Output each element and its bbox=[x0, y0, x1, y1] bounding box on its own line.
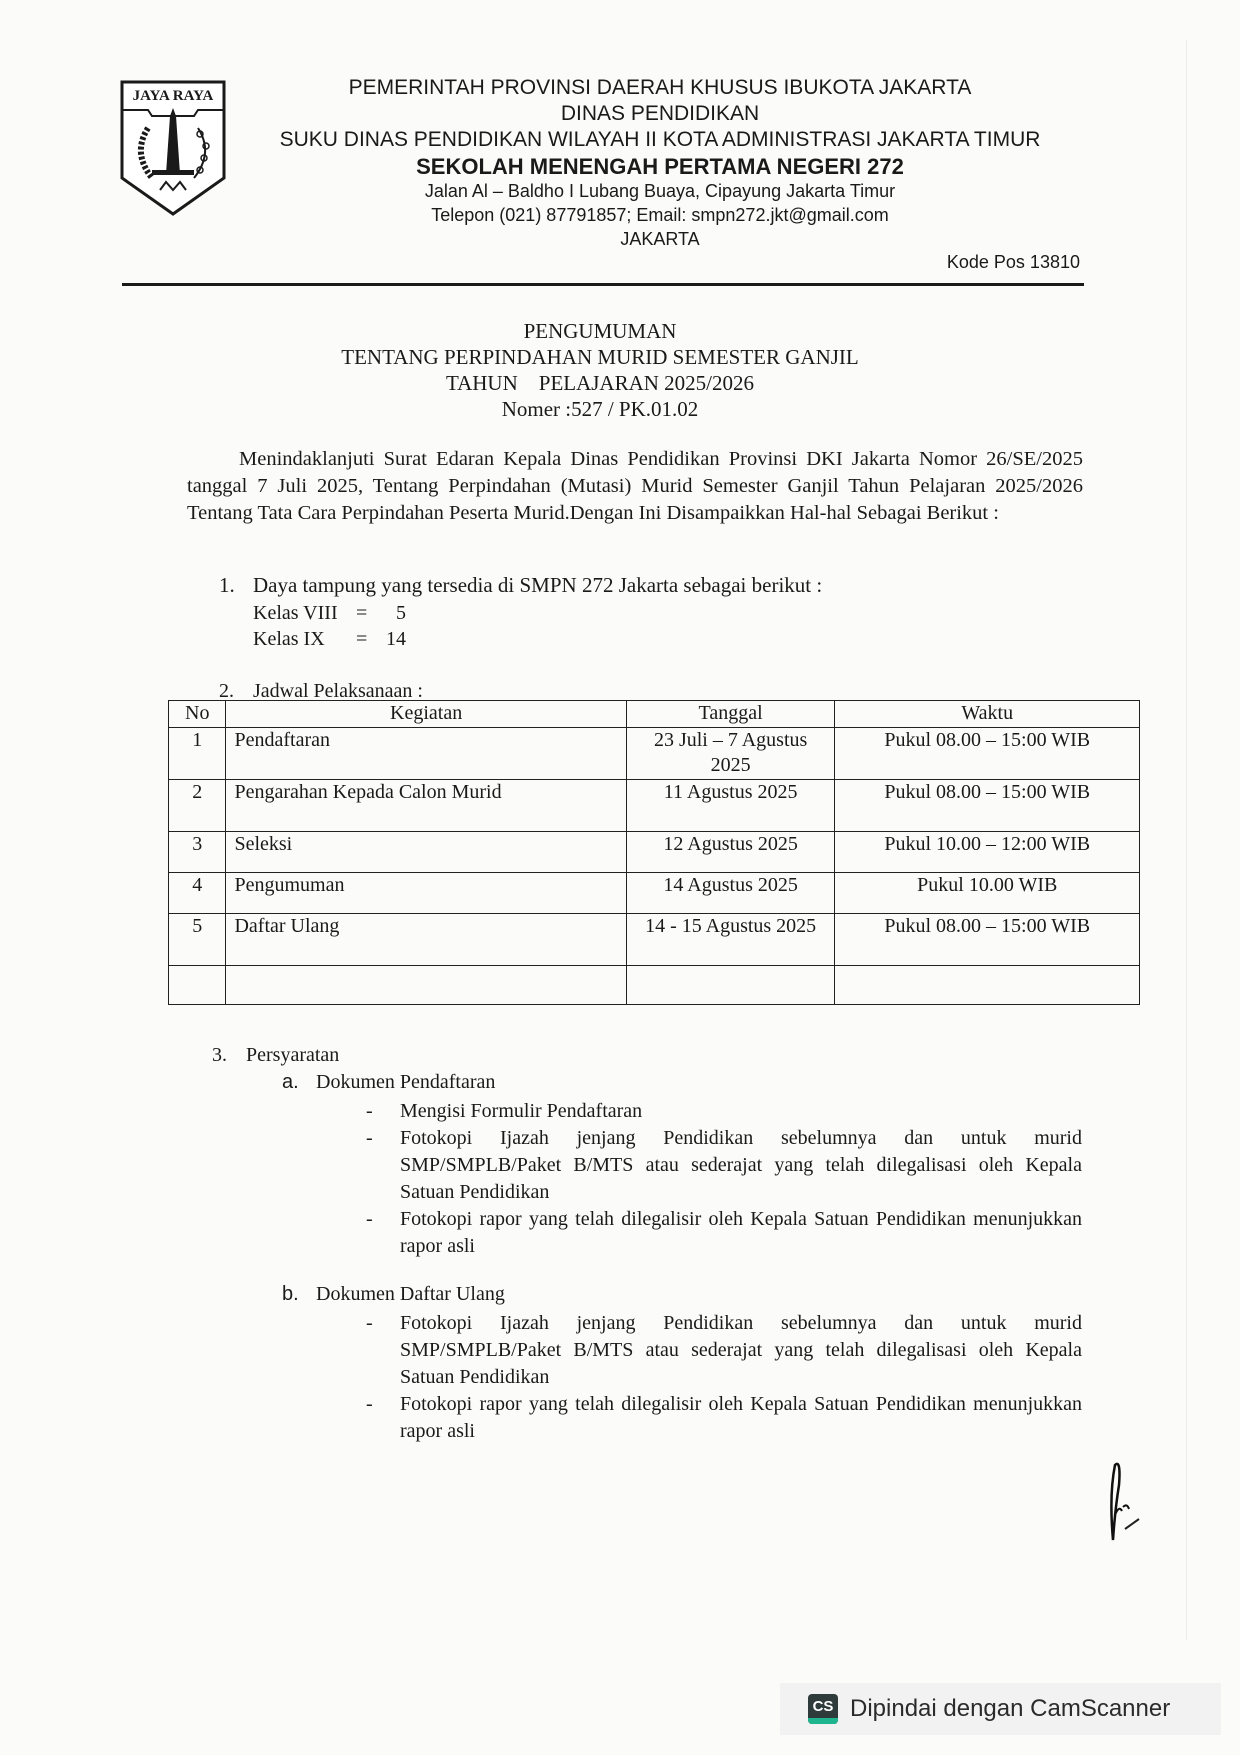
cell-empty bbox=[169, 966, 226, 1005]
letterhead-address: Jalan Al – Baldho I Lubang Buaya, Cipayung Jakarta Timur bbox=[424, 181, 896, 201]
list-item bbox=[366, 1206, 1082, 1260]
dash-bullet: - bbox=[366, 1100, 373, 1122]
document-subtitle: TENTANG PERPINDAHAN MURID SEMESTER GANJIL bbox=[341, 345, 859, 369]
subsection-letter: a. bbox=[282, 1071, 299, 1093]
capacity-value: 5 bbox=[396, 602, 406, 624]
item-text: Fotokopi rapor yang telah dilegalisir oleh Kepala Satuan Pendidikan menunjukkan rapor asli bbox=[400, 1393, 1082, 1442]
subsection-title: Dokumen Daftar Ulang bbox=[316, 1283, 505, 1305]
capacity-value: 14 bbox=[386, 628, 406, 650]
subsection-registration-documents bbox=[282, 1071, 495, 1094]
table-row bbox=[169, 873, 1140, 914]
capacity-row bbox=[253, 628, 406, 651]
header-waktu: Waktu bbox=[835, 701, 1140, 728]
cell-no: 1 bbox=[169, 728, 226, 780]
cell-waktu: Pukul 08.00 – 15:00 WIB bbox=[835, 780, 1140, 832]
class-label: Kelas IX bbox=[253, 628, 325, 650]
cell-waktu: Pukul 08.00 – 15:00 WIB bbox=[835, 728, 1140, 780]
item-text: Fotokopi Ijazah jenjang Pendidikan sebelumnya dan untuk murid SMP/SMPLB/Paket B/MTS atau sederajat yang telah dilegalisasi oleh Kepala Satuan Pendidikan bbox=[400, 1127, 1082, 1203]
letterhead-department: DINAS PENDIDIKAN bbox=[560, 102, 760, 125]
section-requirements bbox=[212, 1044, 339, 1067]
cell-waktu: Pukul 08.00 – 15:00 WIB bbox=[835, 914, 1140, 966]
cell-tanggal: 14 - 15 Agustus 2025 bbox=[626, 914, 835, 966]
cell-empty bbox=[626, 966, 835, 1005]
list-item bbox=[366, 1310, 1082, 1391]
section-heading: Persyaratan bbox=[246, 1044, 340, 1066]
item-text: Fotokopi rapor yang telah dilegalisir oleh Kepala Satuan Pendidikan menunjukkan rapor asli bbox=[400, 1208, 1082, 1257]
dash-bullet: - bbox=[366, 1312, 373, 1334]
section-number: 2. bbox=[219, 680, 234, 702]
postal-code: Kode Pos 13810 bbox=[946, 252, 1080, 272]
page-edge bbox=[1186, 40, 1187, 1640]
equals-sign: = bbox=[356, 602, 368, 624]
equals-sign: = bbox=[356, 628, 368, 650]
document-academic-year: TAHUN PELAJARAN 2025/2026 bbox=[445, 371, 755, 395]
list-item bbox=[366, 1098, 1082, 1125]
camscanner-watermark bbox=[780, 1683, 1221, 1735]
jakarta-coat-of-arms-logo bbox=[118, 78, 228, 218]
item-text: Fotokopi Ijazah jenjang Pendidikan sebelumnya dan untuk murid SMP/SMPLB/Paket B/MTS atau sederajat yang telah dilegalisasi oleh Kepala Satuan Pendidikan bbox=[400, 1312, 1082, 1388]
item-text: Mengisi Formulir Pendaftaran bbox=[400, 1100, 643, 1122]
cell-kegiatan: Pengarahan Kepada Calon Murid bbox=[226, 780, 626, 832]
class-label: Kelas VIII bbox=[253, 602, 338, 624]
registration-documents-list bbox=[366, 1098, 1082, 1260]
intro-paragraph: Menindaklanjuti Surat Edaran Kepala Dinas Pendidikan Provinsi DKI Jakarta Nomor 26/SE/2025 tanggal 7 Juli 2025, Tentang Perpindahan (Mutasi) Murid Semester Ganjil Tahun Pelajaran 2025/2026 Tentang Tata Cara Perpindahan Peserta Murid.Dengan Ini Disampaikkan Hal-hal Sebagai Berikut : bbox=[187, 448, 1083, 524]
table-row bbox=[169, 832, 1140, 873]
reregistration-documents-list bbox=[366, 1310, 1082, 1445]
section-heading: Jadwal Pelaksanaan : bbox=[253, 680, 423, 702]
cell-tanggal: 11 Agustus 2025 bbox=[626, 780, 835, 832]
cell-kegiatan: Seleksi bbox=[226, 832, 626, 873]
cell-no: 5 bbox=[169, 914, 226, 966]
cell-kegiatan: Pengumuman bbox=[226, 873, 626, 914]
dash-bullet: - bbox=[366, 1208, 373, 1230]
cell-tanggal: 14 Agustus 2025 bbox=[626, 873, 835, 914]
dash-bullet: - bbox=[366, 1127, 373, 1149]
dash-bullet: - bbox=[366, 1393, 373, 1415]
cell-no: 4 bbox=[169, 873, 226, 914]
letterhead-sub-department: SUKU DINAS PENDIDIKAN WILAYAH II KOTA ADMINISTRASI JAKARTA TIMUR bbox=[279, 128, 1041, 151]
svg-text:JAYA RAYA: JAYA RAYA bbox=[132, 88, 214, 104]
section-number: 3. bbox=[212, 1044, 227, 1066]
subsection-reregistration-documents bbox=[282, 1283, 505, 1306]
section-heading: Daya tampung yang tersedia di SMPN 272 Jakarta sebagai berikut : bbox=[253, 573, 823, 597]
cell-kegiatan: Pendaftaran bbox=[226, 728, 626, 780]
letterhead-school-name: SEKOLAH MENENGAH PERTAMA NEGERI 272 bbox=[416, 154, 904, 179]
header-kegiatan: Kegiatan bbox=[226, 701, 626, 728]
cell-empty bbox=[835, 966, 1140, 1005]
letterhead-city: JAKARTA bbox=[620, 229, 700, 249]
cell-kegiatan: Daftar Ulang bbox=[226, 914, 626, 966]
document-number: Nomer :527 / PK.01.02 bbox=[501, 397, 699, 421]
subsection-letter: b. bbox=[282, 1283, 299, 1305]
header-no: No bbox=[169, 701, 226, 728]
header-tanggal: Tanggal bbox=[626, 701, 835, 728]
table-header-row bbox=[169, 701, 1140, 728]
document-title: PENGUMUMAN bbox=[523, 319, 677, 343]
letterhead-province: PEMERINTAH PROVINSI DAERAH KHUSUS IBUKOTA JAKARTA bbox=[348, 76, 972, 99]
schedule-table bbox=[168, 700, 1140, 1005]
handwritten-signature bbox=[1095, 1455, 1155, 1555]
capacity-row bbox=[253, 602, 406, 625]
cell-tanggal: 12 Agustus 2025 bbox=[626, 832, 835, 873]
camscanner-logo-icon: CS bbox=[808, 1694, 838, 1724]
cell-no: 3 bbox=[169, 832, 226, 873]
table-row bbox=[169, 914, 1140, 966]
section-capacity bbox=[219, 573, 822, 598]
cell-tanggal: 23 Juli – 7 Agustus 2025 bbox=[626, 728, 835, 780]
table-row bbox=[169, 780, 1140, 832]
table-row bbox=[169, 728, 1140, 780]
letterhead-contact: Telepon (021) 87791857; Email: smpn272.jkt@gmail.com bbox=[431, 205, 889, 225]
camscanner-text: Dipindai dengan CamScanner bbox=[850, 1695, 1171, 1722]
cell-no: 2 bbox=[169, 780, 226, 832]
list-item bbox=[366, 1125, 1082, 1206]
cell-empty bbox=[226, 966, 626, 1005]
table-row-empty bbox=[169, 966, 1140, 1005]
section-number: 1. bbox=[219, 573, 235, 597]
letterhead-divider bbox=[122, 283, 1084, 286]
subsection-title: Dokumen Pendaftaran bbox=[316, 1071, 496, 1093]
list-item bbox=[366, 1391, 1082, 1445]
cell-waktu: Pukul 10.00 – 12:00 WIB bbox=[835, 832, 1140, 873]
cell-waktu: Pukul 10.00 WIB bbox=[835, 873, 1140, 914]
